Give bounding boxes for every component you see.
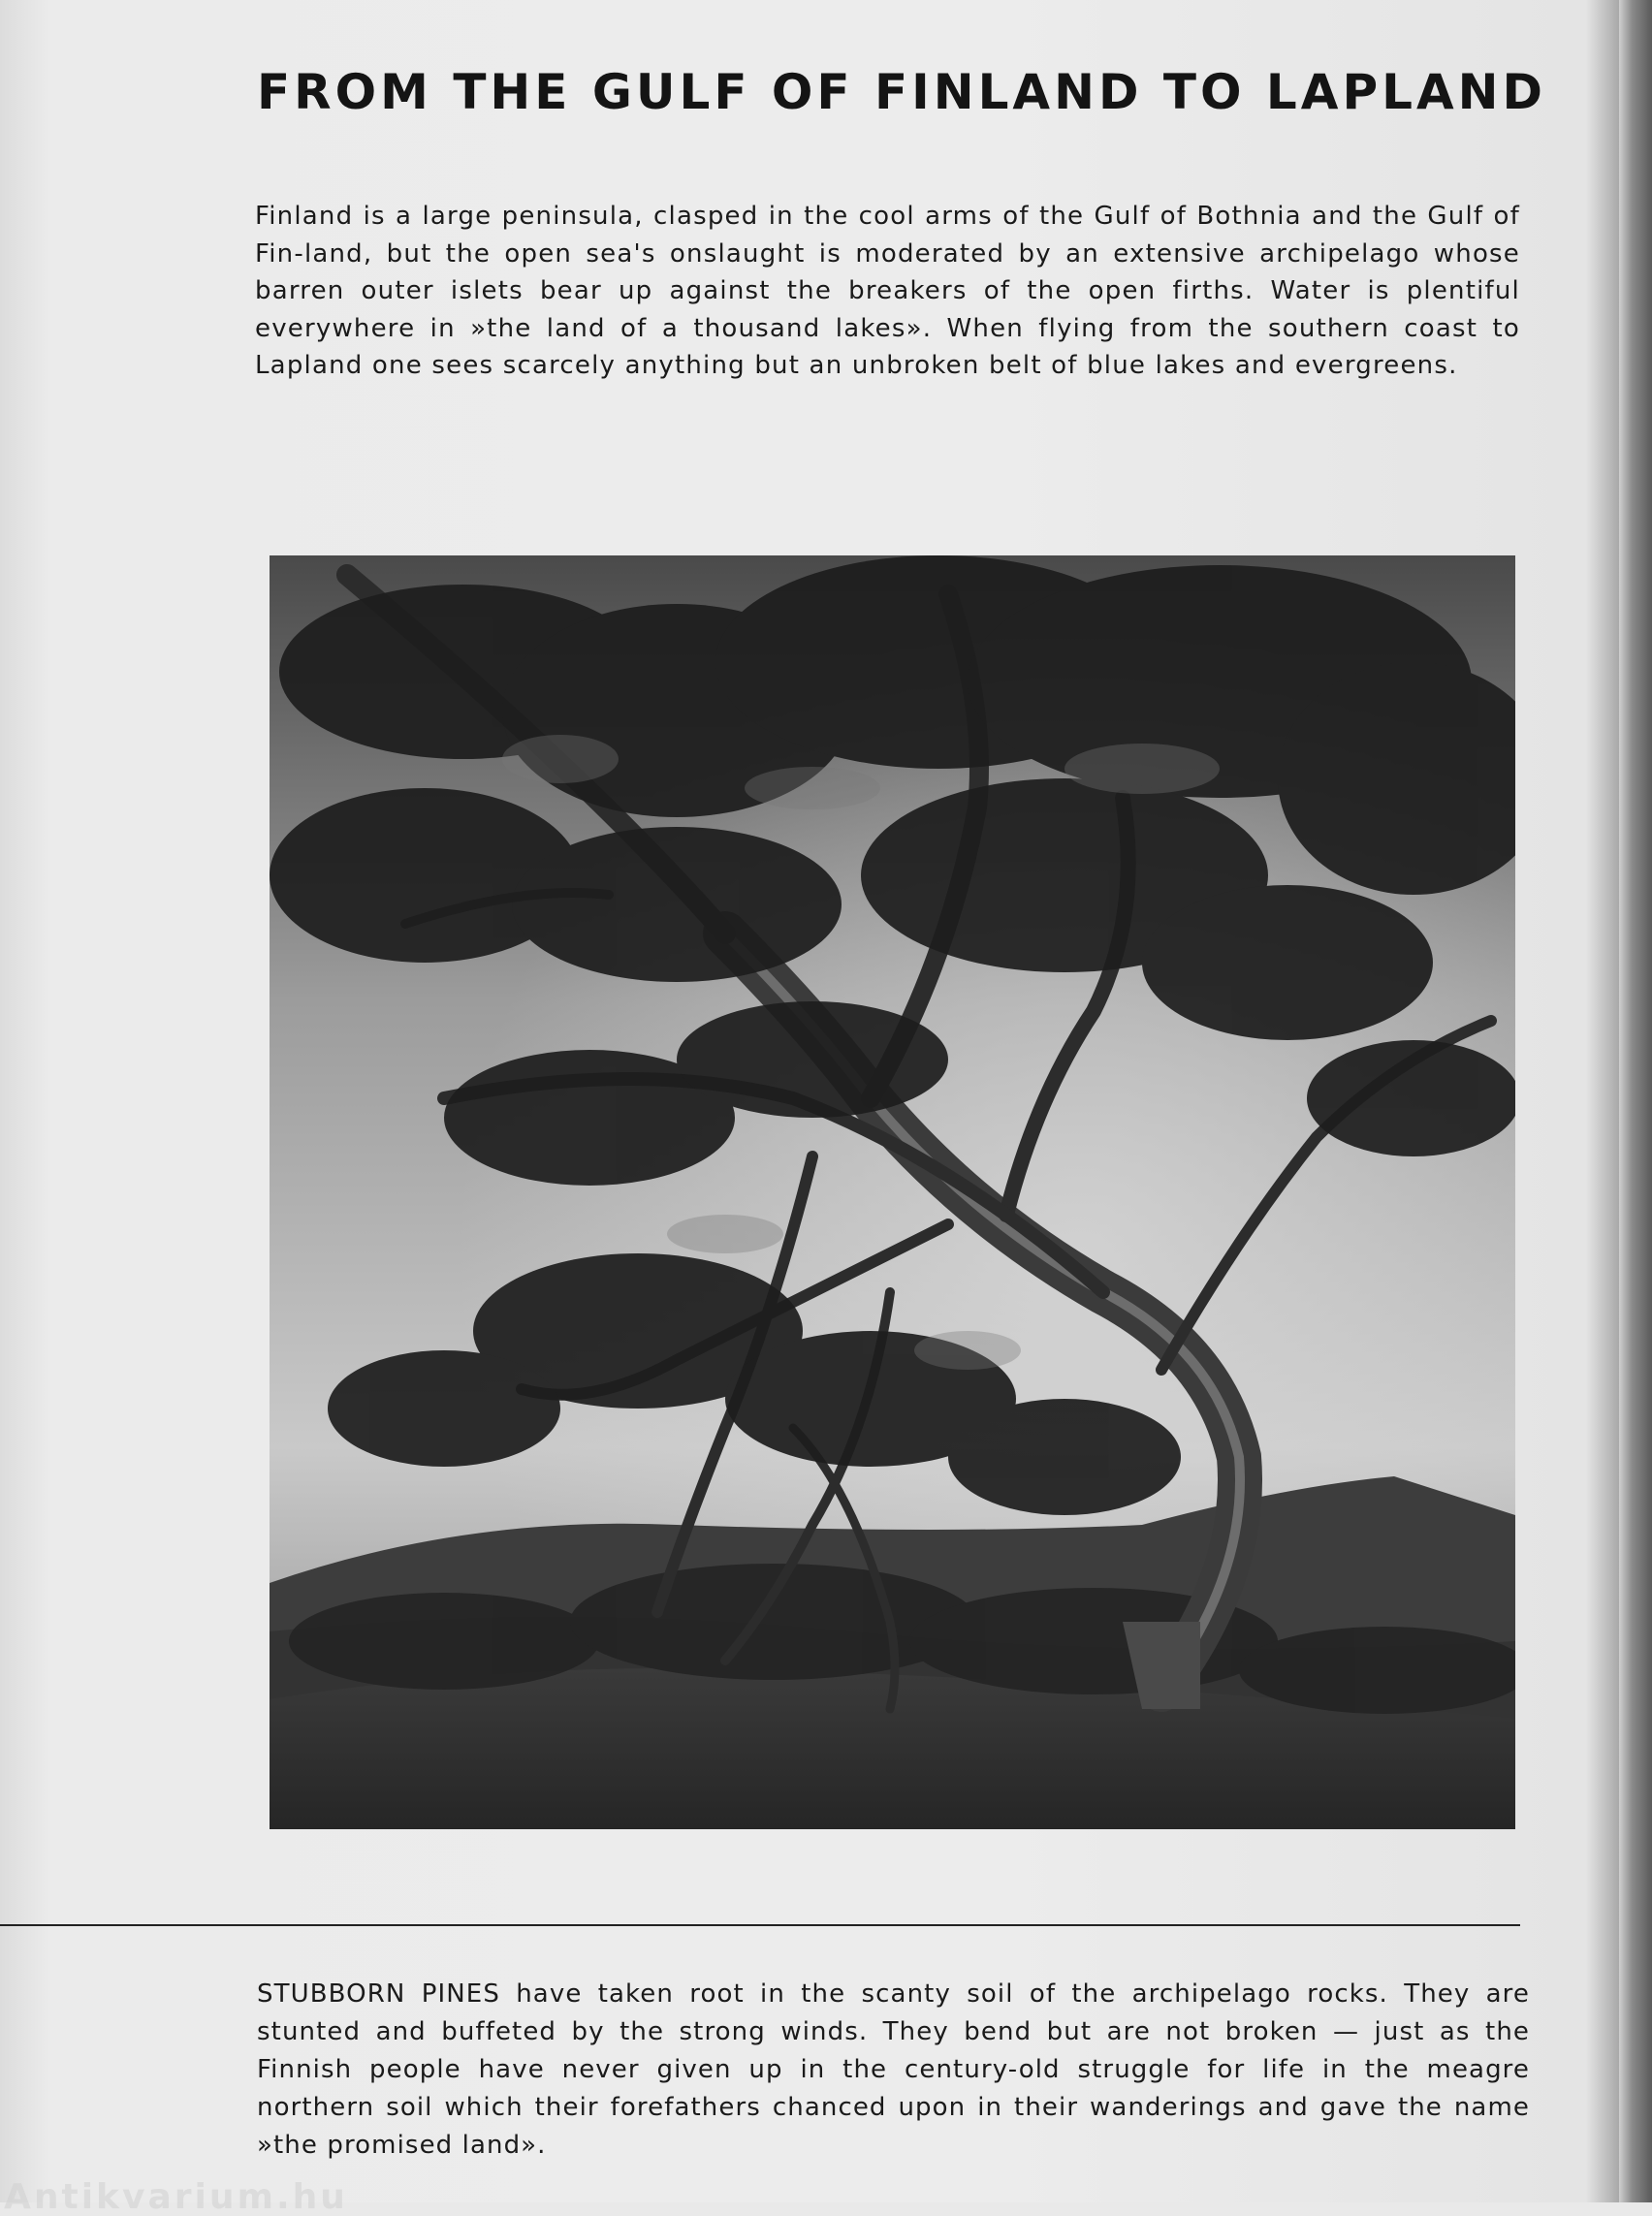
pine-tree-photo bbox=[270, 555, 1515, 1829]
book-spine-shadow bbox=[1619, 0, 1652, 2202]
intro-paragraph: Finland is a large peninsula, clasped in the cool arms of the Gulf of Bothnia and the Gulf of Fin-land, but the open sea's onslaught is moderated by an extensive archipelago whose barren outer islets bear up against the breakers of the open firths. Water is plentiful everywhere in »the land of a thousand lakes». When flying from the southern coast to Lapland one sees scarcely anything but an unbroken belt of blue lakes and evergreens. bbox=[255, 202, 1520, 380]
photo-caption: STUBBORN PINES have taken root in the scanty soil of the archipelago rocks. They are stunted and buffeted by the strong winds. They bend but are not broken — just as the Finnish people have never given up in the century-old struggle for life in the meagre northern soil which their forefathers chanced upon in their wanderings and gave the name »the promised land». bbox=[257, 1979, 1530, 2160]
caption-divider bbox=[0, 1924, 1520, 1926]
watermark: Antikvarium.hu bbox=[4, 2177, 348, 2216]
page-title: FROM THE GULF OF FINLAND TO LAPLAND bbox=[257, 64, 1547, 120]
